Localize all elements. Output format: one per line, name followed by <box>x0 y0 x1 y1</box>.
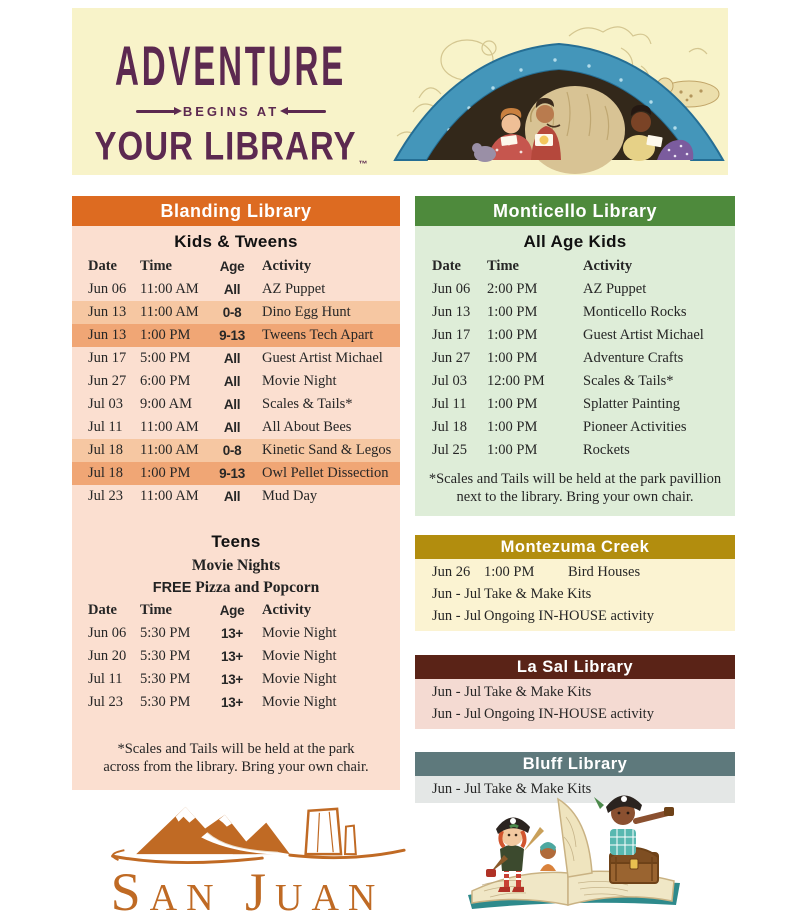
cell-activity: Movie Night <box>262 694 337 710</box>
monticello-section <box>415 196 735 516</box>
blanket-fort-illustration <box>390 8 728 175</box>
san-juan-logo <box>85 793 410 916</box>
monticello-header: Monticello Library <box>415 196 735 226</box>
table-row <box>72 347 400 370</box>
cell-date: Jul 11 <box>432 396 467 412</box>
footnote-line: next to the library. Bring your own chair. <box>456 489 694 505</box>
montezuma-section <box>415 535 735 631</box>
cell-activity: Take & Make Kits <box>484 780 592 797</box>
blanding-header: Blanding Library <box>72 196 400 226</box>
dash-ornament-left-icon <box>136 110 176 113</box>
table-row <box>415 561 735 583</box>
cell-date: Jun 26 <box>432 563 471 580</box>
cell-age: All <box>223 282 241 297</box>
cell-date: Jul 25 <box>432 442 468 458</box>
cell-time: 12:00 PM <box>487 373 545 389</box>
lasal-body <box>415 679 735 729</box>
cell-activity: Owl Pellet Dissection <box>262 465 389 481</box>
cell-time: 11:00 AM <box>140 488 199 504</box>
table-row <box>415 393 735 416</box>
cell-age: 13+ <box>221 695 243 710</box>
table-row <box>415 370 735 393</box>
cell-date: Jul 03 <box>88 396 124 412</box>
cell-activity: Monticello Rocks <box>583 304 687 320</box>
cell-activity: Movie Night <box>262 671 337 687</box>
cell-activity: Movie Night <box>262 373 337 389</box>
cell-time: 11:00 AM <box>140 281 199 297</box>
cell-activity: Scales & Tails* <box>583 373 674 389</box>
bluff-header: Bluff Library <box>415 752 735 776</box>
kids-table-header <box>72 255 400 278</box>
table-row <box>72 278 400 301</box>
banner-title-your-library: YOUR LIBRARY <box>94 123 357 168</box>
montezuma-header: Montezuma Creek <box>415 535 735 559</box>
cell-activity: AZ Puppet <box>262 281 326 297</box>
cell-activity: Pioneer Activities <box>583 419 687 435</box>
cell-activity: AZ Puppet <box>583 281 647 297</box>
table-row <box>415 416 735 439</box>
cell-activity: All About Bees <box>262 419 352 435</box>
cell-time: 9:00 AM <box>140 396 192 412</box>
cell-age: 13+ <box>221 649 243 664</box>
table-row <box>415 605 735 627</box>
cell-date: Jun - Jul <box>432 607 482 624</box>
cell-date: Jun 17 <box>88 350 127 366</box>
monticello-body <box>415 226 735 516</box>
cell-age: 9-13 <box>219 328 245 343</box>
column-time: Time <box>140 602 172 618</box>
blanding-section <box>72 196 400 790</box>
cell-time: 5:30 PM <box>140 625 191 641</box>
lasal-section <box>415 655 735 729</box>
cell-date: Jul 11 <box>88 671 123 687</box>
column-activity: Activity <box>583 258 633 274</box>
montezuma-body <box>415 559 735 631</box>
cell-date: Jun 27 <box>432 350 471 366</box>
cell-activity: Adventure Crafts <box>583 350 684 366</box>
free-label: FREE <box>152 580 192 596</box>
montezuma-table-body <box>415 561 735 627</box>
kids-table-body <box>72 278 400 508</box>
table-row <box>72 393 400 416</box>
cell-time: 1:00 PM <box>487 396 538 412</box>
cell-date: Jul 23 <box>88 488 124 504</box>
cell-date: Jun 17 <box>432 327 471 343</box>
footnote-line: across from the library. Bring your own chair. <box>103 759 369 775</box>
free-rest: Pizza and Popcorn <box>191 579 320 596</box>
table-row <box>415 583 735 605</box>
table-row <box>72 668 400 691</box>
cell-date: Jul 11 <box>88 419 123 435</box>
cell-time: 1:00 PM <box>487 350 538 366</box>
teens-table-body <box>72 622 400 714</box>
cell-time: 5:30 PM <box>140 694 191 710</box>
cell-date: Jun - Jul <box>432 683 482 700</box>
teens-subheading: Movie Nights <box>191 557 281 574</box>
cell-activity: Rockets <box>583 442 630 458</box>
cell-time: 1:00 PM <box>487 419 538 435</box>
cell-time: 2:00 PM <box>487 281 538 297</box>
cell-activity: Mud Day <box>262 488 318 504</box>
cell-time: 1:00 PM <box>487 442 538 458</box>
table-row <box>415 681 735 703</box>
cell-date: Jun - Jul <box>432 585 482 602</box>
column-age: Age <box>219 259 245 274</box>
table-row <box>72 370 400 393</box>
table-row <box>415 278 735 301</box>
table-row <box>415 347 735 370</box>
cell-activity: Splatter Painting <box>583 396 681 412</box>
kids-tweens-heading: Kids & Tweens <box>174 232 298 251</box>
cell-date: Jun 20 <box>88 648 127 664</box>
banner-title-adventure: ADVENTURE <box>115 34 347 98</box>
footnote-line: *Scales and Tails will be held at the park pavillion <box>428 471 722 487</box>
cell-activity: Take & Make Kits <box>484 585 592 602</box>
table-row <box>72 462 400 485</box>
column-activity: Activity <box>262 602 312 618</box>
san-juan-logo-text: San Juan <box>110 862 385 916</box>
cell-time: 11:00 AM <box>140 419 199 435</box>
cell-date: Jul 18 <box>88 442 124 458</box>
cell-age: 13+ <box>221 672 243 687</box>
table-row <box>72 485 400 508</box>
cell-age: 9-13 <box>219 466 245 481</box>
monticello-footnote <box>415 470 735 506</box>
cell-date: Jun 06 <box>88 281 127 297</box>
cell-age: All <box>223 420 241 435</box>
banner-title-block <box>72 8 390 175</box>
column-age: Age <box>219 603 245 618</box>
lasal-table-body <box>415 681 735 725</box>
table-row <box>415 301 735 324</box>
column-date: Date <box>88 258 117 274</box>
column-date: Date <box>432 258 461 274</box>
cell-age: All <box>223 351 241 366</box>
pirates-book-illustration <box>420 778 720 916</box>
cell-date: Jul 03 <box>432 373 468 389</box>
cell-activity: Guest Artist Michael <box>262 350 383 366</box>
table-row <box>72 645 400 668</box>
teens-heading: Teens <box>211 532 261 551</box>
table-row <box>72 324 400 347</box>
cell-date: Jul 18 <box>432 419 468 435</box>
cell-date: Jun 27 <box>88 373 127 389</box>
footnote-line: *Scales and Tails will be held at the park <box>117 741 355 757</box>
cell-time: 1:00 PM <box>140 465 191 481</box>
banner-title-your-library-row <box>94 123 368 169</box>
cell-age: 0-8 <box>222 305 242 320</box>
teens-section <box>72 530 400 714</box>
table-row <box>72 416 400 439</box>
cell-activity: Bird Houses <box>568 563 641 580</box>
cell-activity: Movie Night <box>262 648 337 664</box>
cell-activity: Take & Make Kits <box>484 683 592 700</box>
cell-activity: Dino Egg Hunt <box>262 304 351 320</box>
cell-time: 1:00 PM <box>484 563 535 580</box>
cell-time: 1:00 PM <box>487 327 538 343</box>
table-row <box>72 691 400 714</box>
cell-age: 13+ <box>221 626 243 641</box>
cell-age: 0-8 <box>222 443 242 458</box>
cell-activity: Tweens Tech Apart <box>262 327 374 343</box>
banner <box>72 8 728 175</box>
teens-free-line <box>72 577 400 599</box>
cell-age: All <box>223 397 241 412</box>
right-column <box>415 196 735 803</box>
cell-activity: Guest Artist Michael <box>583 327 704 343</box>
cell-activity: Scales & Tails* <box>262 396 353 412</box>
cell-time: 11:00 AM <box>140 304 199 320</box>
cell-date: Jun 06 <box>88 625 127 641</box>
dash-ornament-right-icon <box>286 110 326 113</box>
cell-activity: Ongoing IN-HOUSE activity <box>484 607 654 624</box>
cell-age: All <box>223 489 241 504</box>
teens-table-header <box>72 599 400 622</box>
trademark-symbol: ™ <box>358 159 368 169</box>
cell-date: Jun 13 <box>88 304 127 320</box>
column-time: Time <box>487 258 519 274</box>
cell-activity: Movie Night <box>262 625 337 641</box>
monticello-table-body <box>415 278 735 462</box>
cell-date: Jul 23 <box>88 694 124 710</box>
cell-date: Jun 13 <box>88 327 127 343</box>
cell-time: 6:00 PM <box>140 373 191 389</box>
cell-time: 1:00 PM <box>140 327 191 343</box>
cell-date: Jun 13 <box>432 304 471 320</box>
cell-time: 5:30 PM <box>140 648 191 664</box>
table-row <box>72 439 400 462</box>
monticello-table-header <box>415 255 735 278</box>
table-row <box>72 622 400 645</box>
cell-date: Jun 06 <box>432 281 471 297</box>
san-juan-logo-graphic <box>85 793 410 870</box>
cell-activity: Kinetic Sand & Legos <box>262 442 392 458</box>
banner-subtitle: BEGINS AT <box>182 104 280 119</box>
blanding-footnote <box>72 740 400 776</box>
cell-time: 5:30 PM <box>140 671 191 687</box>
column-date: Date <box>88 602 117 618</box>
blanding-body <box>72 226 400 790</box>
table-row <box>415 324 735 347</box>
cell-activity: Ongoing IN-HOUSE activity <box>484 705 654 722</box>
cell-date: Jun - Jul <box>432 705 482 722</box>
all-age-kids-heading: All Age Kids <box>523 232 627 251</box>
cell-date: Jun - Jul <box>432 780 482 797</box>
table-row <box>415 703 735 725</box>
table-row <box>415 439 735 462</box>
table-row <box>72 301 400 324</box>
column-activity: Activity <box>262 258 312 274</box>
cell-time: 5:00 PM <box>140 350 191 366</box>
cell-time: 1:00 PM <box>487 304 538 320</box>
lasal-header: La Sal Library <box>415 655 735 679</box>
column-time: Time <box>140 258 172 274</box>
banner-subtitle-row <box>136 104 326 119</box>
cell-date: Jul 18 <box>88 465 124 481</box>
cell-age: All <box>223 374 241 389</box>
cell-time: 11:00 AM <box>140 442 199 458</box>
